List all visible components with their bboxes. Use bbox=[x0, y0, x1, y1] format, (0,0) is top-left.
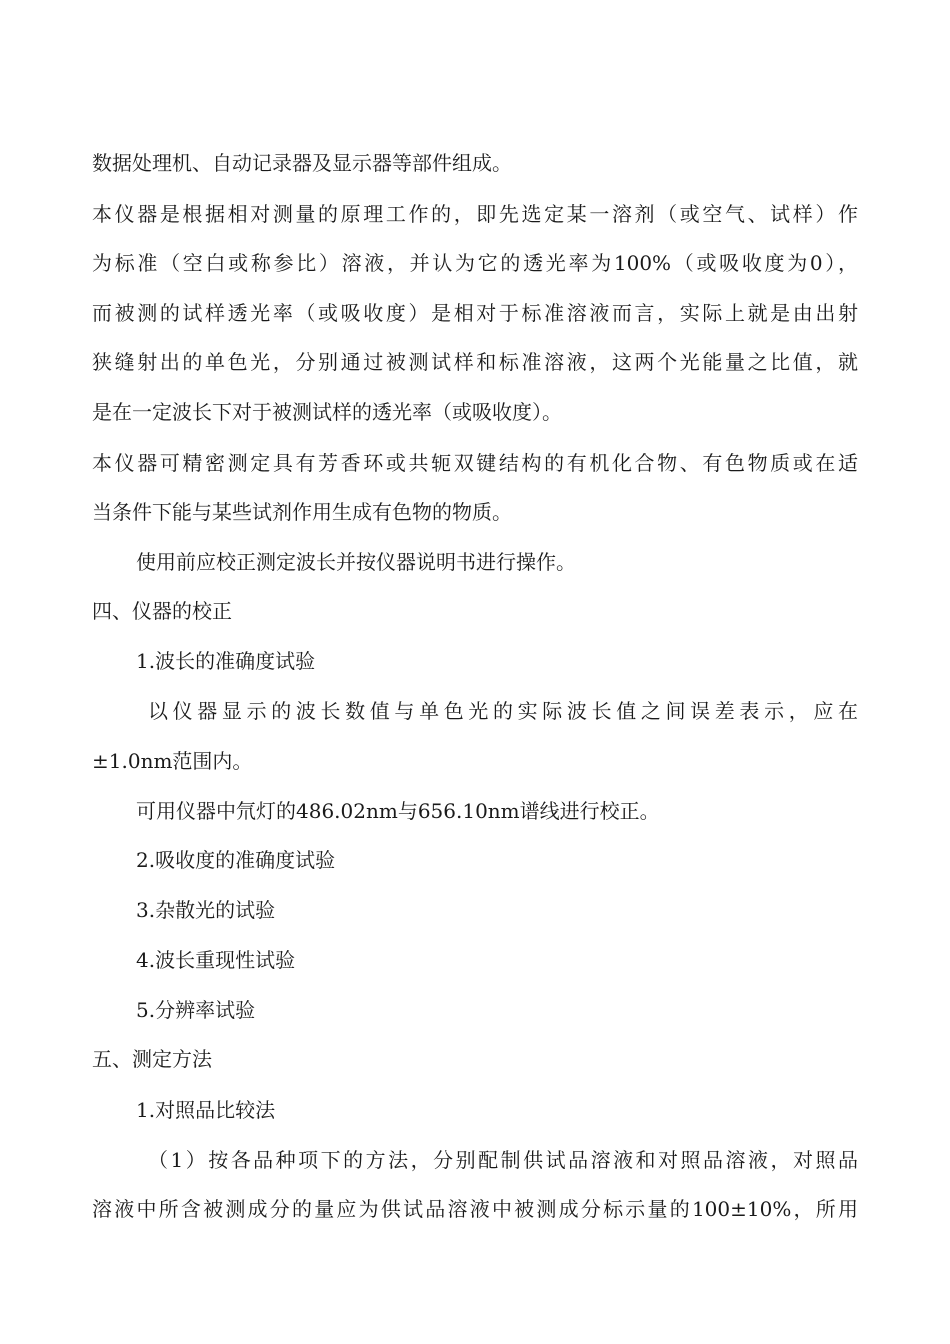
paragraph-line: 当条件下能与某些试剂作用生成有色物的物质。 bbox=[92, 500, 512, 524]
subsection-heading: 1.对照品比较法 bbox=[136, 1098, 276, 1122]
paragraph-line: 本仪器是根据相对测量的原理工作的，即先选定某一溶剂（或空气、试样）作 bbox=[92, 202, 858, 226]
paragraph-line: 而被测的试样透光率（或吸收度）是相对于标准溶液而言，实际上就是由出射 bbox=[92, 301, 858, 325]
paragraph-line: 数据处理机、自动记录器及显示器等部件组成。 bbox=[92, 151, 512, 175]
paragraph-line: 是在一定波长下对于被测试样的透光率（或吸收度）。 bbox=[92, 400, 562, 424]
subsection-heading: 4.波长重现性试验 bbox=[136, 948, 296, 972]
subsection-heading: 2.吸收度的准确度试验 bbox=[136, 848, 336, 872]
subsection-heading: 1.波长的准确度试验 bbox=[136, 649, 316, 673]
paragraph-line: 为标准（空白或称参比）溶液，并认为它的透光率为100%（或吸收度为0）， bbox=[92, 251, 858, 275]
section-heading: 四、仪器的校正 bbox=[92, 599, 232, 623]
paragraph-line: 使用前应校正测定波长并按仪器说明书进行操作。 bbox=[136, 550, 576, 574]
section-heading: 五、测定方法 bbox=[92, 1047, 212, 1071]
paragraph-line: 可用仪器中氘灯的486.02nm与656.10nm谱线进行校正。 bbox=[136, 799, 660, 823]
subsection-heading: 3.杂散光的试验 bbox=[136, 898, 276, 922]
paragraph-line: ±1.0nm范围内。 bbox=[92, 749, 253, 773]
paragraph-line: 以仪器显示的波长数值与单色光的实际波长值之间误差表示，应在 bbox=[148, 699, 858, 723]
subsection-heading: 5.分辨率试验 bbox=[136, 998, 256, 1022]
paragraph-line: （1）按各品种项下的方法，分别配制供试品溶液和对照品溶液，对照品 bbox=[148, 1148, 858, 1172]
paragraph-line: 本仪器可精密测定具有芳香环或共轭双键结构的有机化合物、有色物质或在适 bbox=[92, 451, 858, 475]
paragraph-line: 溶液中所含被测成分的量应为供试品溶液中被测成分标示量的100±10%，所用 bbox=[92, 1197, 858, 1221]
paragraph-line: 狭缝射出的单色光，分别通过被测试样和标准溶液，这两个光能量之比值，就 bbox=[92, 350, 858, 374]
